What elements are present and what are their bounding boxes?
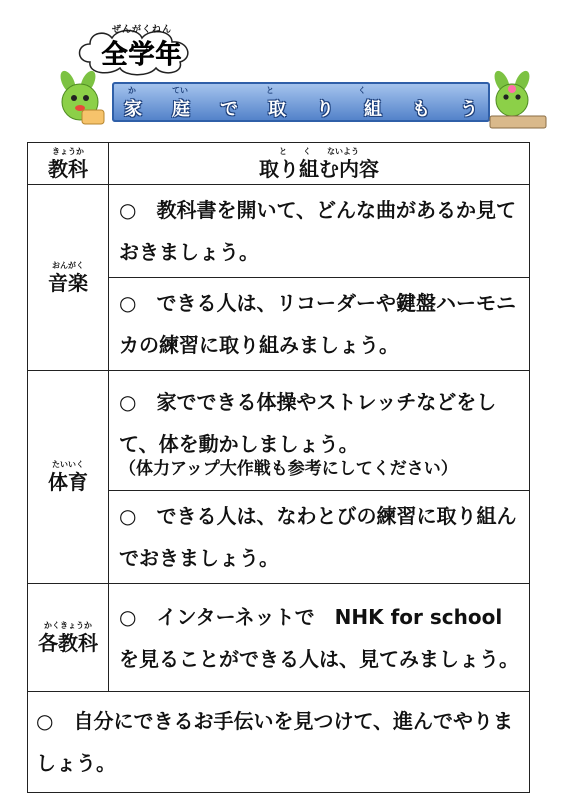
- pe-item-1-text: ○ 家でできる体操やストレッチなどをして、体を動かしましょう。: [119, 389, 497, 456]
- footer-item: ○ 自分にできるお手伝いを見つけて、進んでやりましょう。: [28, 692, 530, 793]
- banner-char: り: [316, 99, 334, 120]
- music-item-1: ○ 教科書を開いて、どんな曲があるか見ておきましょう。: [109, 185, 530, 278]
- pe-item-1-note: （体力アップ大作戦も参考にしてください）: [119, 458, 458, 479]
- table-row: [28, 584, 530, 692]
- banner-char: う: [460, 99, 478, 120]
- pe-item-2: ○ できる人は、なわとびの練習に取り組んでおきましょう。: [109, 491, 530, 584]
- mascot-right-icon: [484, 70, 550, 132]
- banner-char: 組: [364, 99, 382, 120]
- banner-char: 家: [124, 99, 142, 120]
- banner-char: も: [412, 99, 430, 120]
- banner-ruby-4: く: [358, 86, 366, 95]
- banner-char: 取: [268, 99, 286, 120]
- table-row: [28, 692, 530, 793]
- grade-label: 全学年: [101, 40, 183, 70]
- subject-ruby: かくきょうか: [44, 620, 92, 630]
- grade-ruby: ぜんがくねん: [111, 25, 172, 35]
- banner-ruby-1: か: [128, 86, 136, 95]
- table-header-row: [28, 143, 530, 185]
- pe-item-1: [109, 371, 530, 491]
- table-row: [28, 371, 530, 491]
- header-content-ruby: と く ないよう: [279, 146, 359, 156]
- banner-char: 庭: [172, 99, 190, 120]
- all-item-1: ○ インターネットで NHK for school を見ることができる人は、見てみましょう。: [109, 584, 530, 692]
- subject-name: 音楽: [48, 270, 88, 295]
- table-row: [28, 185, 530, 278]
- activity-table: [27, 142, 530, 793]
- music-item-2: ○ できる人は、リコーダーや鍵盤ハーモニカの練習に取り組みましょう。: [109, 278, 530, 371]
- subject-cell-pe: [28, 371, 109, 584]
- subject-ruby: たいいく: [52, 460, 84, 469]
- banner-ruby-3: と: [266, 86, 274, 95]
- header-subject-ruby: きょうか: [52, 146, 84, 156]
- subject-name: 体育: [48, 470, 88, 494]
- subject-cell-music: [28, 185, 109, 371]
- header-subject-cell: [28, 143, 109, 185]
- subject-cell-all: [28, 584, 109, 692]
- subject-ruby: おんがく: [52, 260, 84, 270]
- banner-char: で: [220, 99, 238, 120]
- banner-title: [118, 100, 484, 120]
- banner: [112, 82, 490, 122]
- subject-name: 各教科: [38, 630, 98, 655]
- header-content: 取り組む内容: [259, 156, 379, 181]
- mascot-left-icon: [54, 70, 110, 128]
- banner-ruby-2: てい: [172, 86, 188, 95]
- header-subject: 教科: [48, 156, 88, 181]
- header-content-cell: [109, 143, 530, 185]
